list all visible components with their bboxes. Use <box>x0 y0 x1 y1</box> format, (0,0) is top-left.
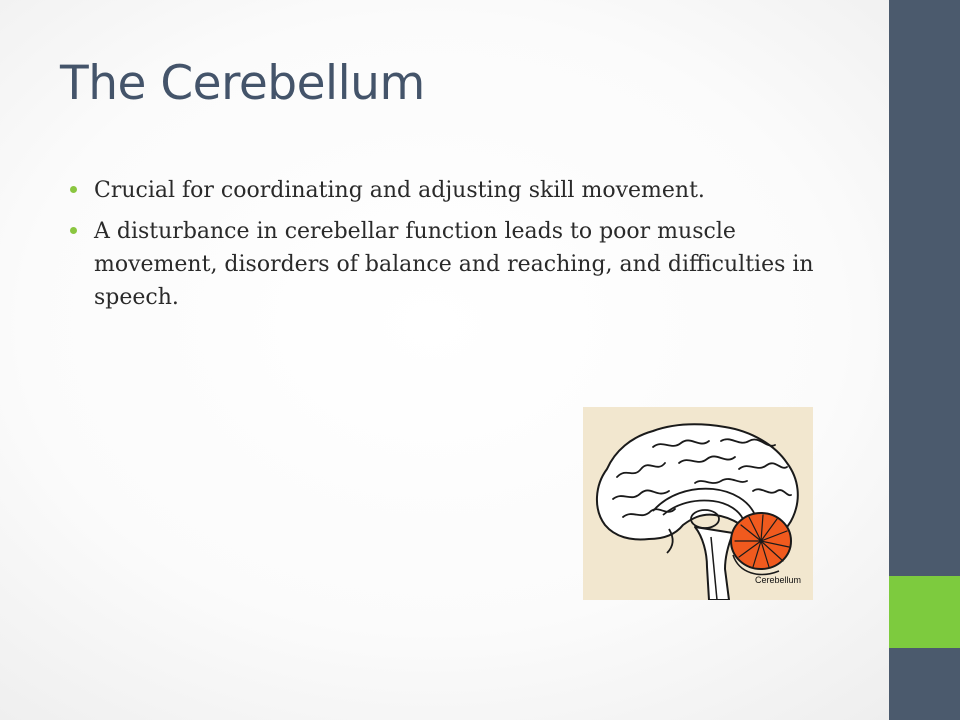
bullet-item <box>70 215 860 314</box>
bullet-dot <box>70 227 77 234</box>
bullet-list <box>70 174 860 322</box>
brain-figure <box>583 407 813 600</box>
sidebar-band-dark-bottom <box>889 648 960 720</box>
sidebar-band-accent <box>889 576 960 648</box>
sidebar-band-dark <box>889 0 960 576</box>
bullet-item <box>70 174 860 207</box>
bullet-dot <box>70 186 77 193</box>
sidebar-decoration <box>889 0 960 720</box>
slide-title: The Cerebellum <box>60 56 425 111</box>
bullet-text: Crucial for coordinating and adjusting skill movement. <box>94 178 705 203</box>
brain-illustration <box>583 407 813 600</box>
figure-caption: Cerebellum <box>755 575 802 585</box>
bullet-text: A disturbance in cerebellar function leads to poor muscle movement, disorders of balance and reaching, and difficulties in speech. <box>94 219 814 310</box>
